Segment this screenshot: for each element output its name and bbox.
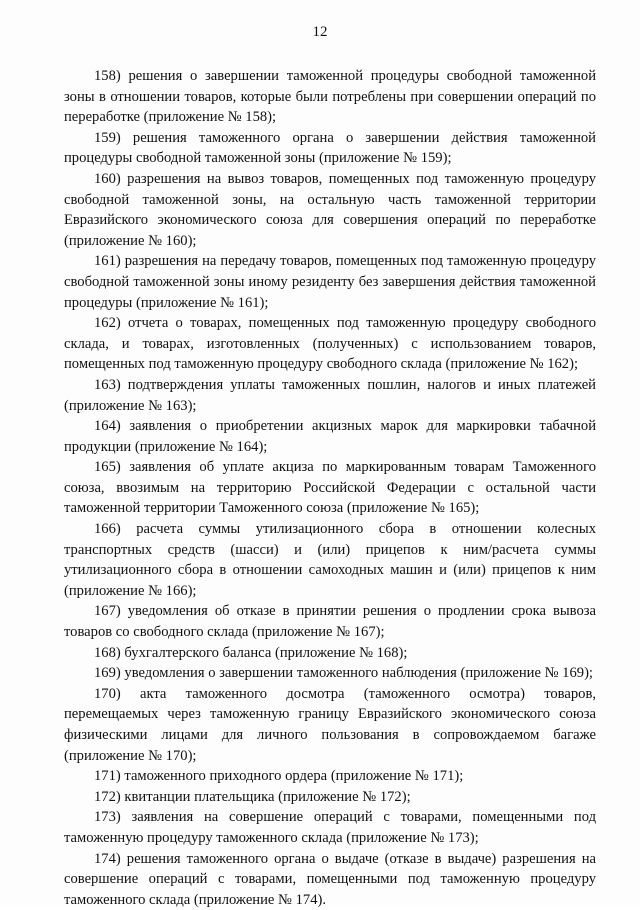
list-item: 165) заявления об уплате акциза по маркированным товарам Таможенного союза, ввозимым на территорию Российской Федерации с остальной части таможенной территории Таможенного союза (приложение № 165); (64, 459, 596, 517)
list-item: 158) решения о завершении таможенной процедуры свободной таможенной зоны в отношении товаров, которые были потреблены при совершении операций по переработке (приложение № 158); (64, 68, 596, 126)
list-item: 167) уведомления об отказе в принятии решения о продлении срока вывоза товаров со свободного склада (приложение № 167); (64, 603, 596, 641)
page-number: 12 (312, 24, 328, 40)
list-item: 174) решения таможенного органа о выдаче (отказе в выдаче) разрешения на совершение операций с товарами, помещенными под таможенную процедуру таможенного склада (приложение № 174). (64, 850, 596, 908)
list-item: 168) бухгалтерского баланса (приложение № 168); (94, 644, 408, 661)
list-item: 160) разрешения на вывоз товаров, помещенных под таможенную процедуру свободной таможенной зоны, на остальную часть таможенной территории Евразийского экономического союза для совершения операций по переработке (приложение № 160); (64, 170, 596, 249)
list-item: 163) подтверждения уплаты таможенных пошлин, налогов и иных платежей (приложение № 163); (64, 376, 596, 414)
list-item: 161) разрешения на передачу товаров, помещенных под таможенную процедуру свободной таможенной зоны иному резиденту без завершения действия таможенной процедуры (приложение № 161); (64, 253, 596, 311)
list-item: 171) таможенного приходного ордера (приложение № 171); (94, 768, 464, 785)
list-item: 169) уведомления о завершении таможенного наблюдения (приложение № 169); (94, 665, 593, 682)
list-item: 166) расчета суммы утилизационного сбора в отношении колесных транспортных средств (шасси) и (или) прицепов к ним/расчета суммы утилизационного сбора в отношении самоходных машин и (или) прицепов к ним (приложение № 166); (64, 521, 596, 599)
list-item: 164) заявления о приобретении акцизных марок для маркировки табачной продукции (приложение № 164); (64, 418, 596, 455)
list-item: 162) отчета о товарах, помещенных под таможенную процедуру свободного склада, и товарах, изготовленных (полученных) с использованием товаров, помещенных под таможенную процедуру свободного склада (приложение № 162); (64, 315, 596, 373)
list-item: 173) заявления на совершение операций с товарами, помещенными под таможенную процедуру таможенного склада (приложение № 173); (64, 809, 596, 846)
list-item: 170) акта таможенного досмотра (таможенного осмотра) товаров, перемещаемых через таможенную границу Евразийского экономического союза физическими лицами для личного пользования в сопровождаемом багаже (приложение № 170); (64, 685, 596, 764)
list-item: 172) квитанции плательщика (приложение № 172); (94, 788, 411, 805)
document-body (64, 66, 596, 910)
list-item: 159) решения таможенного органа о завершении действия таможенной процедуры свободной таможенной зоны (приложение № 159); (64, 129, 596, 167)
